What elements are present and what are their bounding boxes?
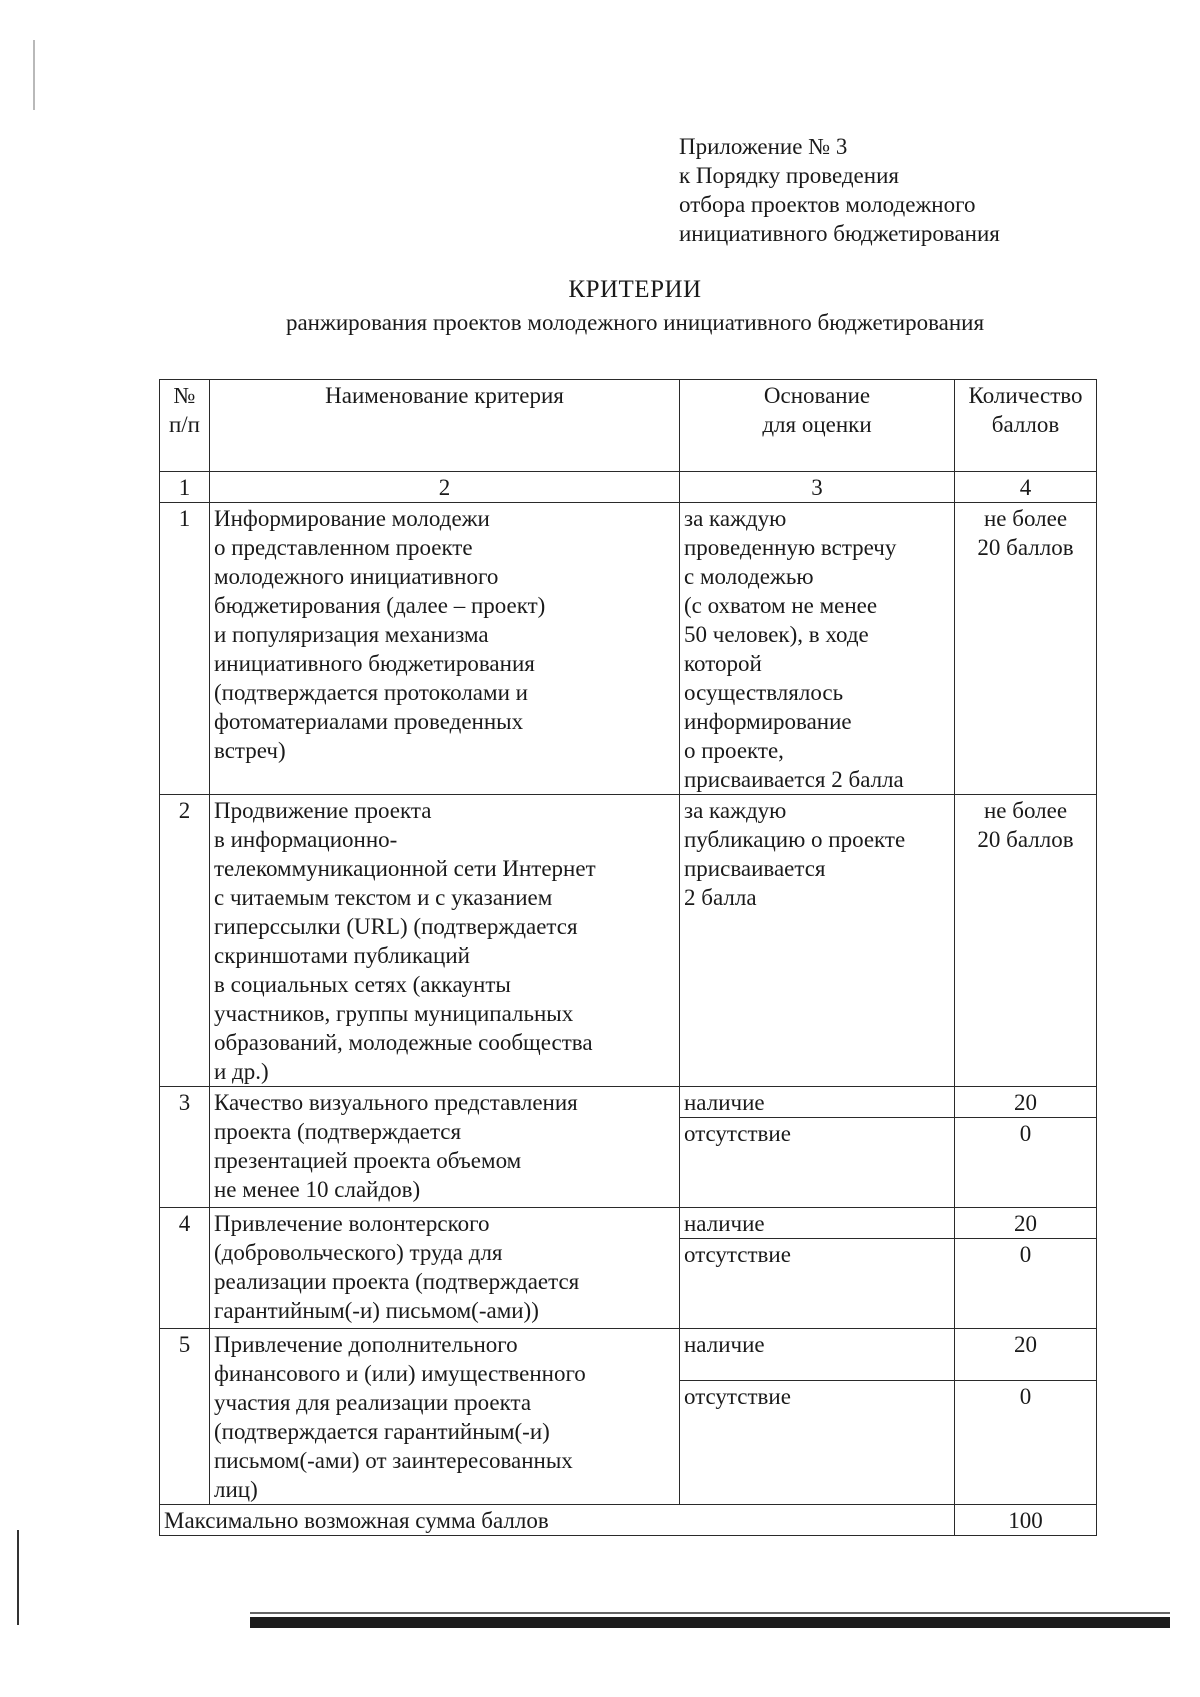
table-header-row bbox=[160, 380, 1097, 472]
criterion-text: Качество визуального представления проекта (подтверждается презентацией проекта объемом не менее 10 слайдов) bbox=[210, 1087, 680, 1208]
scan-margin-mark bbox=[33, 40, 35, 110]
points-value: 0 bbox=[955, 1239, 1097, 1329]
points-value: 20 bbox=[955, 1087, 1097, 1118]
scan-edge-line bbox=[250, 1612, 1170, 1614]
basis-option-present: наличие bbox=[680, 1329, 955, 1381]
table-row bbox=[160, 1087, 1097, 1118]
basis-option-present: наличие bbox=[680, 1208, 955, 1239]
basis-option-present: наличие bbox=[680, 1087, 955, 1118]
criterion-text: Привлечение дополнительного финансового и (или) имущественного участия для реализации проекта (подтверждается гарантийным(-и) письмом(-ами) от заинтересованных лиц) bbox=[210, 1329, 680, 1505]
header-number: № п/п bbox=[160, 380, 210, 472]
table-row bbox=[160, 1329, 1097, 1381]
total-row bbox=[160, 1505, 1097, 1536]
column-index: 1 bbox=[160, 472, 210, 503]
total-value: 100 bbox=[955, 1505, 1097, 1536]
criterion-text: Информирование молодежи о представленном проекте молодежного инициативного бюджетирования (далее – проект) и популяризация механизма инициативного бюджетирования (подтверждается протоколами и фотоматериалами проведенных встреч) bbox=[210, 503, 680, 795]
appendix-line: к Порядку проведения bbox=[679, 163, 899, 188]
total-label: Максимально возможная сумма баллов bbox=[160, 1505, 955, 1536]
appendix-reference bbox=[679, 132, 1000, 248]
basis-option-absent: отсутствие bbox=[680, 1239, 955, 1329]
points-value: не более 20 баллов bbox=[955, 503, 1097, 795]
scan-edge-bar bbox=[250, 1617, 1170, 1628]
basis-text: за каждую публикацию о проекте присваивается 2 балла bbox=[680, 795, 955, 1087]
row-number: 5 bbox=[160, 1329, 210, 1505]
row-number: 3 bbox=[160, 1087, 210, 1208]
appendix-line: отбора проектов молодежного bbox=[679, 192, 976, 217]
header-criterion-name: Наименование критерия bbox=[210, 380, 680, 472]
document-subtitle: ранжирования проектов молодежного инициативного бюджетирования bbox=[285, 310, 985, 335]
header-basis: Основание для оценки bbox=[680, 380, 955, 472]
column-index: 3 bbox=[680, 472, 955, 503]
table-row bbox=[160, 795, 1097, 1087]
points-value: 20 bbox=[955, 1208, 1097, 1239]
column-index: 2 bbox=[210, 472, 680, 503]
basis-text: за каждую проведенную встречу с молодежью (с охватом не менее 50 человек), в ходе которой осуществлялось информирование о проекте, присваивается 2 балла bbox=[680, 503, 955, 795]
points-value: 0 bbox=[955, 1381, 1097, 1505]
row-number: 4 bbox=[160, 1208, 210, 1329]
points-value: не более 20 баллов bbox=[955, 795, 1097, 1087]
scan-margin-mark bbox=[17, 1530, 19, 1625]
criteria-table bbox=[159, 379, 1097, 1536]
row-number: 1 bbox=[160, 503, 210, 795]
points-value: 20 bbox=[955, 1329, 1097, 1381]
criterion-text: Продвижение проекта в информационно- телекоммуникационной сети Интернет с читаемым текстом и с указанием гиперссылки (URL) (подтверждается скриншотами публикаций в социальных сетях (аккаунты участников, группы муниципальных образований, молодежные сообщества и др.) bbox=[210, 795, 680, 1087]
basis-option-absent: отсутствие bbox=[680, 1381, 955, 1505]
criterion-text: Привлечение волонтерского (добровольческого) труда для реализации проекта (подтверждается гарантийным(-и) письмом(-ами)) bbox=[210, 1208, 680, 1329]
appendix-line: Приложение № 3 bbox=[679, 134, 848, 159]
row-number: 2 bbox=[160, 795, 210, 1087]
appendix-line: инициативного бюджетирования bbox=[679, 221, 1000, 246]
column-index: 4 bbox=[955, 472, 1097, 503]
header-points: Количество баллов bbox=[955, 380, 1097, 472]
document-title: КРИТЕРИИ bbox=[568, 276, 702, 303]
points-value: 0 bbox=[955, 1118, 1097, 1208]
basis-option-absent: отсутствие bbox=[680, 1118, 955, 1208]
table-row bbox=[160, 503, 1097, 795]
column-index-row bbox=[160, 472, 1097, 503]
table-row bbox=[160, 1208, 1097, 1239]
